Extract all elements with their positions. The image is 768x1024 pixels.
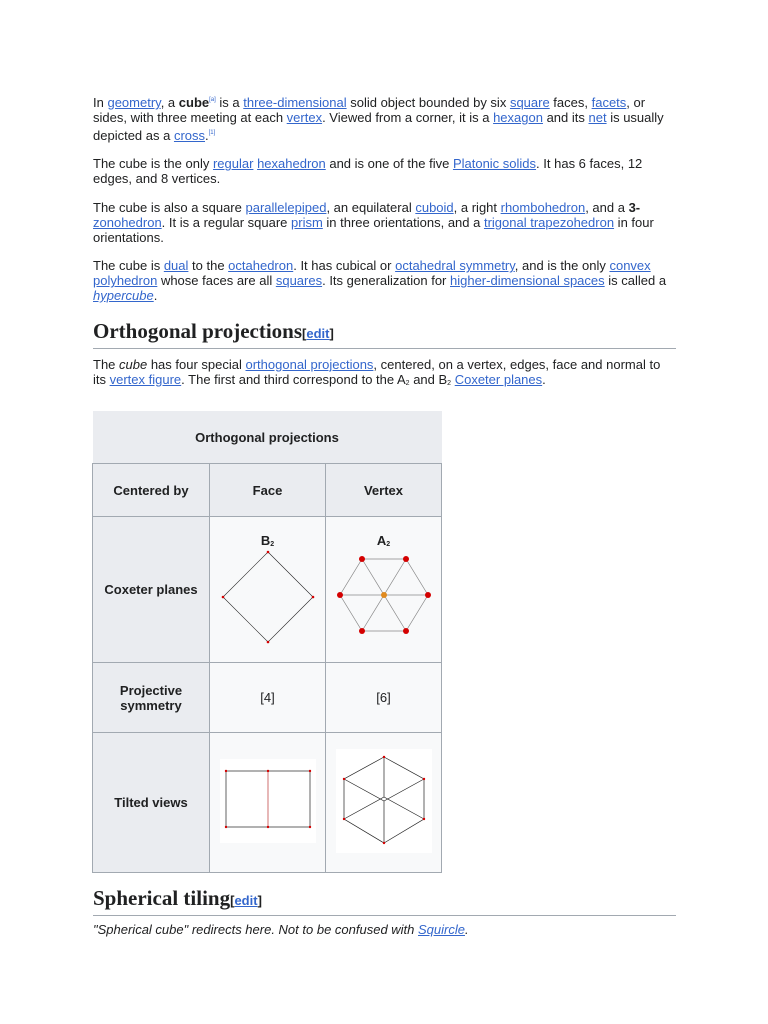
paragraph-projections: The cube has four special orthogonal projections, centered, on a vertex, edges, face and normal to its vertex figure. The first and third correspond to the A2 and B2 Coxeter planes.	[93, 356, 661, 387]
tilted-face-image	[220, 759, 316, 843]
link-cross[interactable]: cross	[173, 127, 206, 143]
link-orthogonal-projections[interactable]: orthogonal projections	[245, 356, 374, 372]
edit-link-spherical[interactable]: edit	[234, 893, 258, 909]
link-octahedron[interactable]: octahedron	[228, 258, 294, 274]
paragraph-dual: The cube is dual to the octahedron. It has cubical or octahedral symmetry, and is the only convex polyhedron whose faces are all squares. Its generalization for higher-dimensional spaces is called a hypercube.	[93, 258, 667, 303]
link-net[interactable]: net	[588, 109, 607, 125]
projections-table	[92, 411, 442, 873]
row-coxeter-planes: Coxeter planes	[93, 517, 210, 663]
link-squares[interactable]: squares	[275, 273, 323, 289]
header-face: Face	[210, 464, 326, 517]
cell-symmetry-vertex: [6]	[326, 663, 442, 733]
link-octahedral-symmetry[interactable]: octahedral symmetry	[395, 258, 515, 274]
paragraph-parallelepiped: The cube is also a square parallelepiped, an equilateral cuboid, a right rhombohedron, and a 3-zonohedron. It is a regular square prism in three orientations, and a trigonal trapezohedron in four orientations.	[93, 199, 654, 245]
intro-paragraph: In geometry, a cube[a] is a three-dimensional solid object bounded by six square faces, facets, or sides, with three meeting at each vertex. Viewed from a corner, it is a hexagon and its net is usually depicted as a cross.[1]	[93, 95, 664, 143]
link-geometry[interactable]: geometry	[107, 95, 161, 110]
ref-a[interactable]: [a]	[209, 97, 216, 103]
link-vertex-figure[interactable]: vertex figure	[109, 371, 182, 387]
cell-symmetry-face: [4]	[210, 663, 326, 733]
link-regular[interactable]: regular	[212, 156, 254, 172]
cell-tilted-vertex	[326, 733, 442, 873]
b2-label: B2	[260, 532, 275, 548]
link-dual[interactable]: dual	[163, 258, 189, 274]
link-convex-polyhedron[interactable]: convex polyhedron	[93, 258, 651, 289]
paragraph-platonic: The cube is the only regular hexahedron and is one of the five Platonic solids. It has 6 faces, 12 edges, and 8 vertices.	[93, 156, 643, 187]
b2-square-graph	[218, 548, 318, 644]
bold-cube: cube	[178, 95, 210, 110]
link-trigonal-trapezohedron[interactable]: trigonal trapezohedron	[483, 214, 615, 230]
article-content	[93, 93, 676, 938]
link-rhombohedron[interactable]: rhombohedron	[500, 199, 586, 215]
cell-a2-projection	[326, 517, 442, 663]
edit-link-orthogonal[interactable]: edit	[306, 325, 330, 341]
link-zonohedron[interactable]: zonohedron	[93, 214, 162, 230]
link-platonic-solids[interactable]: Platonic solids	[452, 156, 537, 172]
a2-label: A2	[376, 532, 391, 548]
heading-orthogonal-projections: Orthogonal projections[edit]	[93, 318, 676, 349]
link-coxeter-planes[interactable]: Coxeter planes	[454, 371, 543, 387]
row-projective-symmetry: Projective symmetry	[93, 663, 210, 733]
link-hexahedron[interactable]: hexahedron	[257, 156, 326, 172]
hatnote: "Spherical cube" redirects here. Not to be confused with Squircle.	[93, 922, 469, 938]
cell-tilted-face	[210, 733, 326, 873]
link-square[interactable]: square	[509, 95, 550, 110]
header-centered-by: Centered by	[93, 464, 210, 517]
link-higher-dimensional[interactable]: higher-dimensional spaces	[450, 273, 605, 289]
table-caption: Orthogonal projections	[93, 411, 442, 464]
row-tilted-views: Tilted views	[93, 733, 210, 873]
link-hypercube[interactable]: hypercube	[93, 287, 154, 303]
cell-b2-projection	[210, 517, 326, 663]
tilted-vertex-image	[336, 749, 432, 853]
a2-hexagon-graph	[334, 548, 434, 644]
link-vertex[interactable]: vertex	[286, 109, 323, 125]
link-parallelepiped[interactable]: parallelepiped	[245, 199, 327, 215]
heading-spherical-tiling: Spherical tiling[edit]	[93, 885, 676, 916]
link-squircle[interactable]: Squircle	[418, 922, 465, 938]
edit-section: [edit]	[230, 893, 262, 909]
edit-section: [edit]	[302, 325, 334, 341]
link-hexagon[interactable]: hexagon	[493, 109, 543, 125]
ref-1[interactable]: [1]	[208, 129, 216, 136]
link-facets[interactable]: facets	[591, 95, 627, 110]
link-prism[interactable]: prism	[291, 214, 323, 230]
header-vertex: Vertex	[326, 464, 442, 517]
link-cuboid[interactable]: cuboid	[415, 199, 454, 215]
link-three-dimensional[interactable]: three-dimensional	[243, 95, 347, 110]
